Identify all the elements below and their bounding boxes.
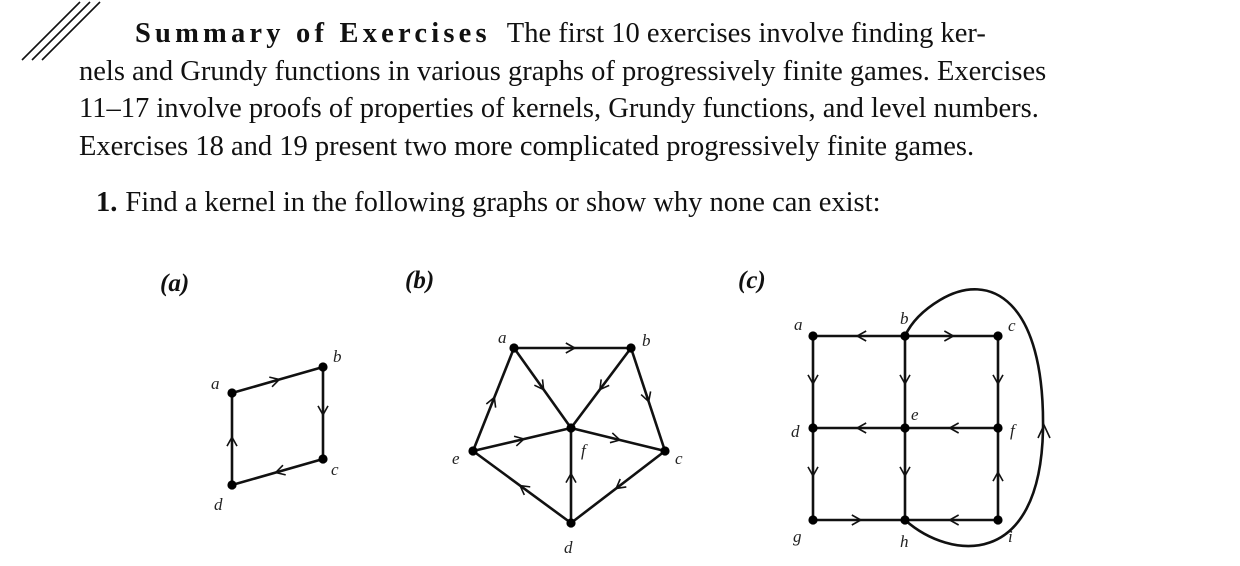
edge-c-to-d: [232, 459, 323, 485]
edge-a-to-f: [514, 348, 571, 428]
node-label-c: c: [675, 449, 683, 468]
node-label-d: d: [564, 538, 573, 557]
node-label-f: f: [1010, 421, 1015, 440]
edge-b-to-c: [631, 348, 665, 451]
node-label-c: c: [331, 460, 339, 479]
summary-text-line-2: nels and Grundy functions in various graphs of progressively finite games. Exercises: [79, 55, 1047, 87]
graph-c: [738, 267, 1050, 551]
summary-text-line-3: 11–17 involve proofs of properties of kernels, Grundy functions, and level numbers.: [79, 93, 1039, 124]
edge-d-to-e: [473, 451, 571, 523]
graph-node-b: [626, 343, 635, 352]
node-label-d: d: [791, 422, 800, 441]
section-heading: Summary of Exercises: [135, 18, 491, 49]
graph-node-e: [468, 446, 477, 455]
graph-node-g: [808, 515, 817, 524]
node-label-e: e: [911, 405, 919, 424]
graph-node-b: [318, 362, 327, 371]
exercise-text: Find a kernel in the following graphs or show why none can exist:: [125, 187, 881, 218]
graph-node-a: [509, 343, 518, 352]
graph-node-h: [900, 515, 909, 524]
node-label-b: b: [642, 331, 651, 350]
graph-b: [405, 267, 683, 557]
exercise-number: 1.: [96, 187, 118, 218]
graph-node-d: [566, 518, 575, 527]
node-label-b: b: [333, 347, 342, 366]
graph-panel-label: (b): [405, 267, 435, 294]
summary-text-line-4: Exercises 18 and 19 present two more complicated progressively finite games.: [79, 130, 975, 162]
graph-node-c: [993, 331, 1002, 340]
node-label-h: h: [900, 532, 909, 551]
node-label-b: b: [900, 309, 909, 328]
edge-e-to-f: [473, 428, 571, 451]
graph-node-f: [566, 423, 575, 432]
node-label-a: a: [211, 374, 220, 393]
graph-node-a: [227, 388, 236, 397]
graph-node-f: [993, 423, 1002, 432]
edge-b-to-f: [571, 348, 631, 428]
graph-node-b: [900, 331, 909, 340]
graph-node-c: [660, 446, 669, 455]
graph-node-d: [227, 480, 236, 489]
graph-panel-label: (c): [738, 267, 766, 294]
edge-h-to-b: [905, 289, 1043, 546]
node-label-a: a: [498, 328, 507, 347]
node-label-f: f: [581, 441, 586, 460]
graph-node-a: [808, 331, 817, 340]
node-label-e: e: [452, 449, 460, 468]
graph-node-e: [900, 423, 909, 432]
edge-e-to-a: [473, 348, 514, 451]
edge-c-to-d: [571, 451, 665, 523]
node-label-a: a: [794, 315, 803, 334]
graph-panel-label: (a): [160, 270, 190, 297]
edge-a-to-b: [232, 367, 323, 393]
graph-node-c: [318, 454, 327, 463]
summary-text-line-1: The first 10 exercises involve finding ker-: [506, 18, 986, 49]
node-label-c: c: [1008, 316, 1016, 335]
node-label-g: g: [793, 527, 802, 546]
node-label-i: i: [1008, 527, 1013, 546]
graph-node-i: [993, 515, 1002, 524]
node-label-d: d: [214, 495, 223, 514]
graph-node-d: [808, 423, 817, 432]
graph-a: [160, 270, 342, 514]
